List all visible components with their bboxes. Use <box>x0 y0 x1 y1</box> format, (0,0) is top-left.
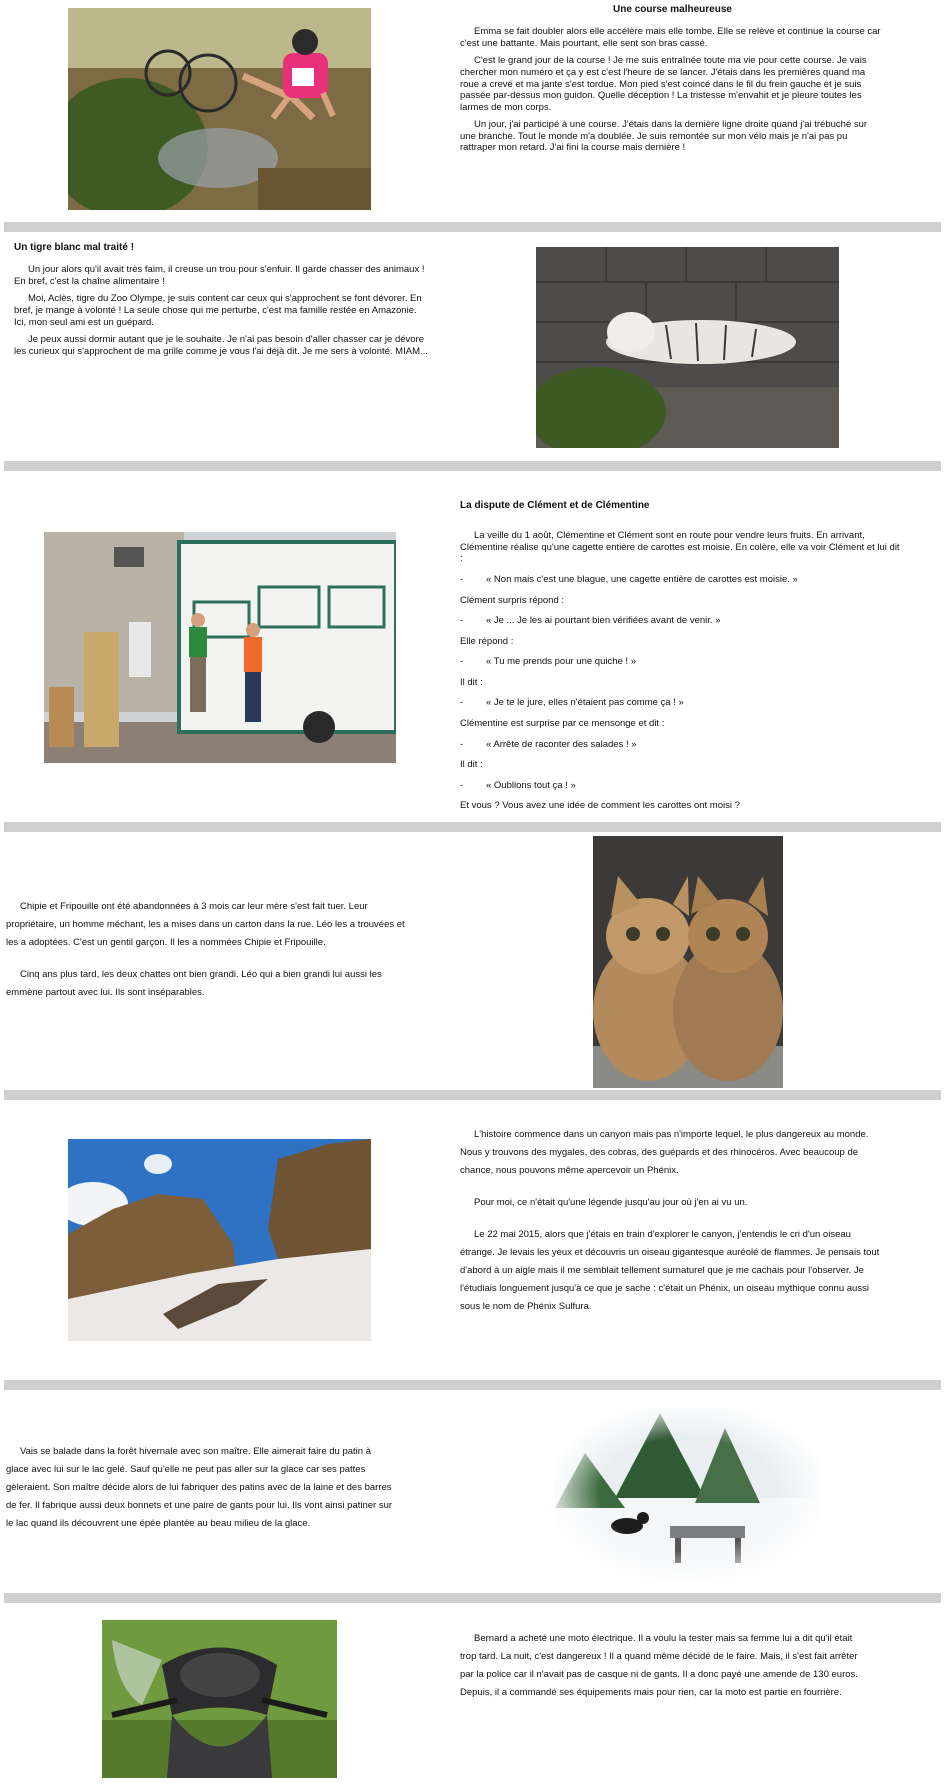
dialogue-text: « Tu me prends pour une quiche ! » <box>486 656 636 668</box>
story-2-paragraph: Je peux aussi dormir autant que je le souhaite. Je n'ai pas besoin d'aller chasser car je dévore les curieux qui s'approchent de ma grille comme je vous l'ai déjà dit. Je me sers à volonté. MIAM... <box>14 334 428 357</box>
dialogue-text: « Je te le jure, elles n'étaient pas comme ça ! » <box>486 697 684 709</box>
dialogue-dash: - <box>460 615 464 627</box>
dialogue-line <box>460 677 900 689</box>
photo-motorcycle <box>102 1620 337 1778</box>
story-1-paragraph: Emma se fait doubler alors elle accélère mais elle tombe. Elle se relève et continue la course car c'est une battante. Mais pourtant, elle sent son bras cassé. <box>460 26 881 49</box>
dialogue-line <box>460 574 900 586</box>
story-4-paragraph: Chipie et Fripouille ont été abandonnées à 3 mois car leur mère s'est fait tuer. Leur propriétaire, un homme méchant, les a mises dans un carton dans la rue. Léo les a trouvées et les a adoptées. C'est un gentil garçon. Il les a nommées Chipie et Fripouille. <box>6 901 405 949</box>
story-6-paragraph: Vais se balade dans la forêt hivernale avec son maître. Elle aimerait faire du patin à glace avec lui sur le lac gelé. Sauf qu'elle ne peut pas aller sur la glace car ses pattes gèleraient. Son maître décide alors de lui fabriquer des patins avec de la laine et des barres de fer. Il fabrique aussi deux bonnets et une paire de gants pour lui. Ils vont ainsi patiner sur le lac quand ils découvrent une épée plantée au beau milieu de la glace. <box>6 1446 393 1530</box>
story-2-text <box>14 242 430 363</box>
dialogue-line <box>460 615 900 627</box>
dialogue-line <box>460 697 900 709</box>
story-5-text <box>460 1126 885 1322</box>
photo-winter-dog <box>555 1408 820 1580</box>
story-1-title: Une course malheureuse <box>613 4 732 15</box>
dialogue-dash: - <box>460 779 464 791</box>
dialogue-dash: - <box>460 656 464 668</box>
story-7-paragraph: Bernard a acheté une moto électrique. Il a voulu la tester mais sa femme lui a dit qu'il était trop tard. La nuit, c'est dangereux ! Il a quand même décidé de le faire. Mais, il s'est fait arrêter par la police car il n'avait pas de casque ni de gants. Il a donc payé une amende de 130 euros. Depuis, il a commandé ses équipements mais pour rien, car la moto est partie en fourrière. <box>460 1633 858 1699</box>
story-7-text <box>460 1630 870 1708</box>
story-3-text <box>460 500 900 821</box>
dialogue-line <box>460 780 900 792</box>
dialogue-text: Et vous ? Vous avez une idée de comment les carottes ont moisi ? <box>460 800 740 812</box>
photo-white-tiger <box>536 247 839 448</box>
dialogue-dash: - <box>460 573 464 585</box>
dialogue-line <box>460 656 900 668</box>
story-1-paragraph: Un jour, j'ai participé à une course. J'étais dans la dernière ligne droite quand j'ai trébuché sur une branche. Tout le monde m'a doublée. Je suis remontée sur mon vélo mais je n'ai pas pu rattraper mon retard. J'ai fini la course mais dernière ! <box>460 119 868 154</box>
story-2-title: Un tigre blanc mal traité ! <box>14 242 135 253</box>
dialogue-lines <box>460 574 900 812</box>
story-6-text <box>6 1443 396 1539</box>
story-5-paragraph: Pour moi, ce n'était qu'une légende jusqu'au jour où j'en ai vu un. <box>474 1197 748 1209</box>
dialogue-text: Il dit : <box>460 676 483 688</box>
photo-girl-fallen-bike <box>68 8 371 210</box>
story-1-text <box>460 4 885 160</box>
story-2-paragraph: Un jour alors qu'il avait très faim, il creuse un trou pour s'enfuir. Il garde chasser des animaux ! En bref, c'est la chaîne alimentaire ! <box>14 264 425 287</box>
photo-market-truck <box>44 532 396 763</box>
photo-two-kittens <box>593 836 783 1088</box>
story-1-paragraph: C'est le grand jour de la course ! Je me suis entraînée toute ma vie pour cette course. Je vais chercher mon numéro et ça y est c'est l'heure de se lancer. J'étais dans les premières quand ma roue a crevé et ma jante s'est tordue. Mon pied s'est coincé dans le fil du frein gauche et je suis passée par-dessus mon guidon. Quelle déception ! La tristesse m'envahit et je pleure toutes les larmes de mon corps. <box>460 55 867 113</box>
dialogue-text: « Non mais c'est une blague, une cagette entière de carottes est moisie. » <box>486 573 798 585</box>
dialogue-text: Elle répond : <box>460 635 514 647</box>
dialogue-line <box>460 718 900 730</box>
section-divider <box>4 1090 941 1100</box>
dialogue-text: Il dit : <box>460 759 483 771</box>
section-divider <box>4 1380 941 1390</box>
story-5-paragraph: L'histoire commence dans un canyon mais pas n'importe lequel, le plus dangereux au monde. Nous y trouvons des mygales, des cobras, des guépards et des rhinocéros. Avec beaucoup de chance, nous pouvons même apercevoir un Phénix. <box>460 1129 869 1177</box>
dialogue-dash: - <box>460 738 464 750</box>
story-2-paragraph: Moi, Aclès, tigre du Zoo Olympe, je suis content car ceux qui s'approchent se font dévorer. En bref, je mange à volonté ! La seule chose qui me perturbe, c'est ma famille restée en Amazonie. Ici, mon seul ami est un guépard. <box>14 293 422 328</box>
dialogue-line <box>460 595 900 607</box>
dialogue-text: Clément surpris répond : <box>460 594 565 606</box>
story-4-paragraph: Cinq ans plus tard, les deux chattes ont bien grandi. Léo qui a bien grandi lui aussi les emmène partout avec lui. Ils sont inséparables. <box>6 969 382 999</box>
dialogue-text: « Arrête de raconter des salades ! » <box>486 738 637 750</box>
dialogue-text: « Je ... Je les ai pourtant bien vérifiées avant de venir. » <box>486 615 721 627</box>
story-3-intro: La veille du 1 août, Clémentine et Clément sont en route pour vendre leurs fruits. En arrivant, Clémentine réalise qu'une cagette entière de carottes est moisie. En colère, elle va voir Clément et lui dit : <box>460 530 900 565</box>
dialogue-text: « Oublions tout ça ! » <box>486 779 576 791</box>
story-5-paragraph: Le 22 mai 2015, alors que j'étais en train d'explorer le canyon, j'entendis le cri d'un oiseau étrange. Je levais les yeux et découvris un oiseau gigantesque auréolé de flammes. Je pensais tout d'abord à un aigle mais il me semblait tellement surnaturel que je me cachais pour l'observer. Je l'étudiais longuement jusqu'à ce que je sache : c'était un Phénix, un oiseau mythique connu aussi sous le nom de Phénix Sulfura. <box>460 1229 880 1313</box>
dialogue-line <box>460 739 900 751</box>
section-divider <box>4 461 941 471</box>
story-4-text <box>6 898 416 1008</box>
dialogue-line <box>460 800 900 812</box>
dialogue-line <box>460 759 900 771</box>
dialogue-dash: - <box>460 697 464 709</box>
section-divider <box>4 822 941 832</box>
dialogue-text: Clémentine est surprise par ce mensonge et dit : <box>460 717 665 729</box>
story-3-title: La dispute de Clément et de Clémentine <box>460 500 650 511</box>
section-divider <box>4 222 941 232</box>
dialogue-line <box>460 636 900 648</box>
section-divider <box>4 1593 941 1603</box>
photo-canyon-snow <box>68 1139 371 1341</box>
